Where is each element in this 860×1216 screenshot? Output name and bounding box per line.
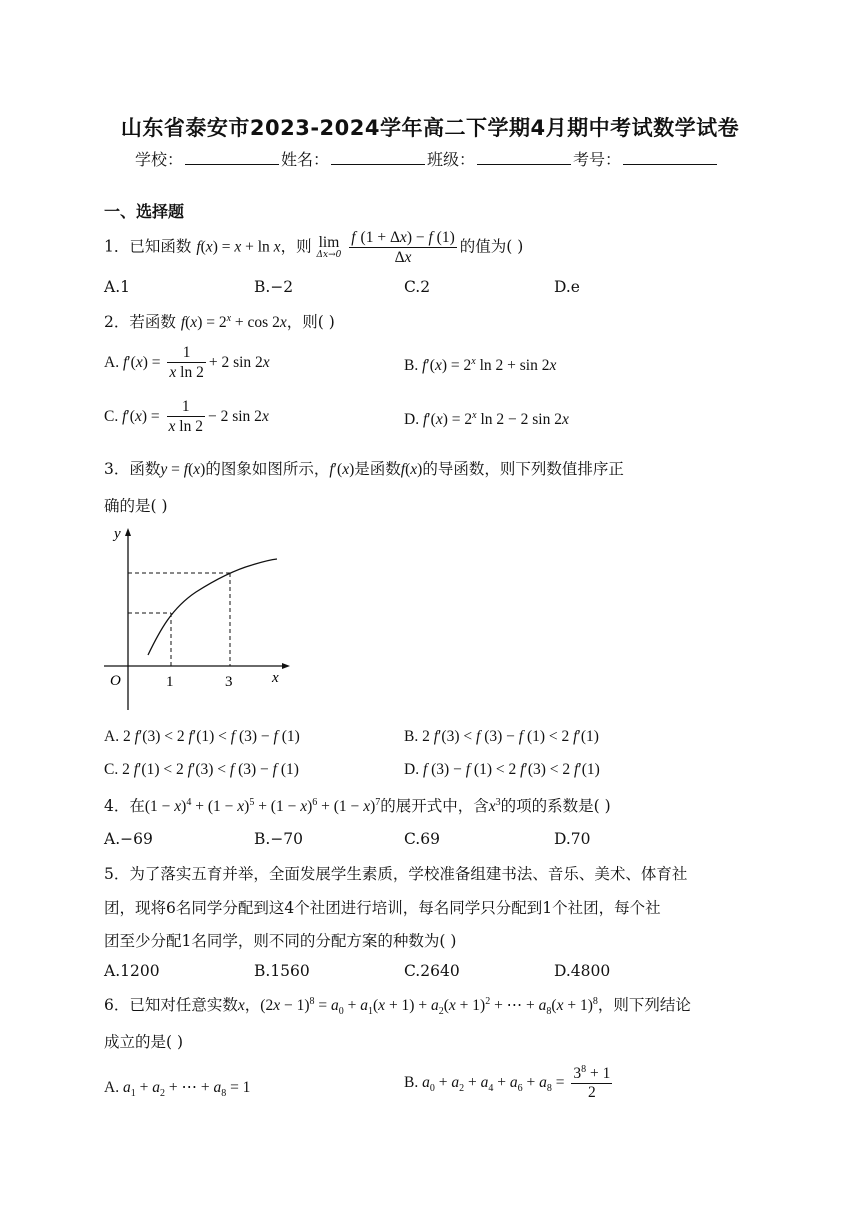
q2-option-d[interactable]: D. $f'(x) = 2^x$ ln 2 − 2 sin 2x	[404, 410, 569, 429]
number-blank[interactable]	[623, 150, 717, 165]
school-blank[interactable]	[185, 150, 279, 165]
q4-option-d[interactable]: D.70	[554, 830, 591, 848]
exam-title: 山东省泰安市2023-2024学年高二下学期4月期中考试数学试卷	[120, 116, 740, 140]
q1-suffix: 的值为( )	[459, 237, 524, 256]
q1-fraction: $\frac{f (1 + \Delta x) - f (1)}{\Delta x}$	[351, 229, 455, 266]
q4-option-a[interactable]: A.−69	[104, 830, 153, 848]
school-label: 学校：	[135, 150, 184, 169]
q4-option-c[interactable]: C.69	[404, 830, 440, 848]
q3-text-b: 是函数	[354, 460, 401, 478]
section-heading: 一、选择题	[104, 202, 185, 221]
q1-option-a[interactable]: A.1	[104, 278, 130, 296]
q6-option-b[interactable]: B. $a_0 + a_2 + a_4 + a_6 + a_8$ = $\frac{3^8 + 1}{2}$	[404, 1064, 611, 1102]
q1-limit: lim Δx→0	[316, 234, 342, 260]
number-label: 考号：	[573, 150, 622, 169]
q3-option-c[interactable]: C. 2 f′(1) < 2 f′(3) < f (3) − f (1)	[104, 761, 299, 778]
q4-prefix: 4．在	[104, 797, 145, 815]
question-3-line2: 确的是( )	[104, 497, 168, 515]
student-info-line	[135, 147, 719, 170]
graph-x-label: x	[272, 670, 279, 686]
q3-option-b[interactable]: B. 2 f′(3) < f (3) − f (1) < 2 f′(1)	[404, 728, 599, 745]
q5-option-d[interactable]: D.4800	[554, 962, 611, 980]
question-3: 3．函数y = f(x)的图象如图所示，f′(x)是函数f(x)的导函数，则下列数值排序正	[104, 460, 624, 478]
q3-text-c: 的导函数，则下列数值排序正	[422, 460, 624, 478]
q1-prefix: 1．已知函数	[104, 237, 192, 256]
q6-option-a[interactable]: A. $a_1 + a_2$ + ⋯ + $a_8 = 1$	[104, 1079, 251, 1100]
q6-suffix: ，则下列结论	[597, 996, 691, 1014]
q2-option-b[interactable]: B. $f'(x) = 2^x$ ln 2 + sin 2x	[404, 356, 557, 375]
question-5-line1: 5．为了落实五育并举，全面发展学生素质，学校准备组建书法、音乐、美术、体育社	[104, 865, 688, 883]
question-4: 4．在$(1 - x)^4 + (1 - x)^5 + (1 - x)^6 + (1 - x)^7$的展开式中，含$x^3$的项的系数是( )	[104, 796, 611, 815]
graph-tick-3: 3	[225, 674, 233, 690]
q1-option-d[interactable]: D.e	[554, 278, 580, 296]
class-blank[interactable]	[477, 150, 571, 165]
q3-prefix: 3．函数	[104, 460, 161, 478]
graph-origin-label: O	[110, 673, 121, 689]
question-1: 1．已知函数 f(x) = x + ln x，则 lim Δx→0 $\frac{f (1 + \Delta x) - f (1)}{\Delta x}$ 的值为( )	[104, 229, 524, 266]
q5-option-c[interactable]: C.2640	[404, 962, 460, 980]
name-blank[interactable]	[331, 150, 425, 165]
q2-suffix: ，则( )	[286, 313, 335, 331]
question-6-line2: 成立的是( )	[104, 1033, 184, 1051]
q2-option-c[interactable]: C. f′(x) = $\frac{1}{\text{x ln 2}}$ − 2 sin 2x	[104, 398, 269, 435]
question-6: 6．已知对任意实数x，$(2x - 1)^8 = a_0 + a_1(x + 1) + a_2(x + 1)^2$ + ⋯ + $a_8(x + 1)^8$，则下列结论	[104, 995, 691, 1018]
q1-formula: f	[196, 238, 201, 256]
q2-option-a[interactable]: A. f′(x) = $\frac{1}{\text{x ln 2}}$ + 2 sin 2x	[104, 344, 270, 381]
q3-option-a[interactable]: A. 2 f′(3) < 2 f′(1) < f (3) − f (1)	[104, 728, 300, 745]
q3-text-a: 的图象如图所示，	[205, 460, 330, 478]
question-5-line3: 团至少分配1名同学，则不同的分配方案的种数为( )	[104, 932, 457, 950]
q5-option-b[interactable]: B.1560	[254, 962, 310, 980]
q4-option-b[interactable]: B.−70	[254, 830, 304, 848]
question-5-line2: 团，现将6名同学分配到这4个社团进行培训，每名同学只分配到1个社团，每个社	[104, 899, 661, 917]
q2-prefix: 2．若函数	[104, 313, 176, 331]
q1-option-b[interactable]: B.−2	[254, 278, 294, 296]
class-label: 班级：	[427, 150, 476, 169]
q1-option-c[interactable]: C.2	[404, 278, 431, 296]
graph-tick-1: 1	[166, 674, 174, 690]
name-label: 姓名：	[281, 150, 330, 169]
q3-option-d[interactable]: D. f (3) − f (1) < 2 f′(3) < 2 f′(1)	[404, 761, 600, 778]
q5-option-a[interactable]: A.1200	[104, 962, 160, 980]
q3-graph	[100, 522, 295, 717]
q4-suffix2: 的项的系数是( )	[500, 797, 611, 815]
question-2: 2．若函数 $f(x) = 2^x + \cos 2x$，则( )	[104, 312, 335, 331]
q4-suffix: 的展开式中，含	[380, 797, 489, 815]
graph-y-label: y	[114, 526, 121, 542]
q6-prefix: 6．已知对任意实数	[104, 996, 238, 1014]
